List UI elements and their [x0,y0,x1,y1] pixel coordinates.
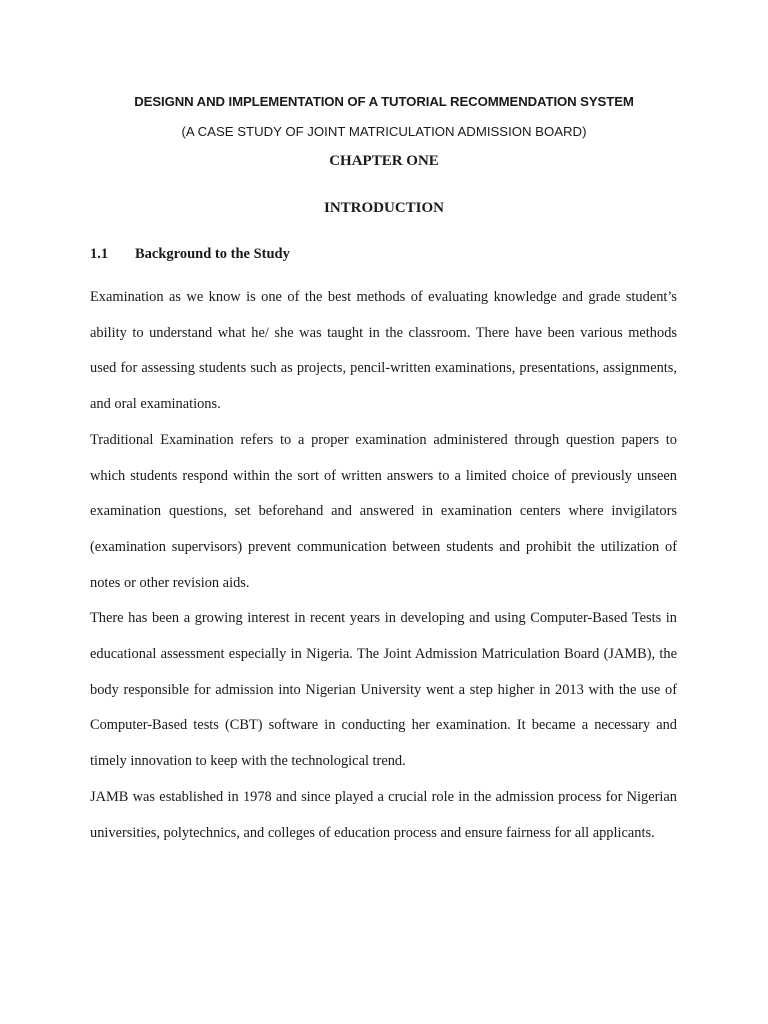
section-title: Background to the Study [135,246,290,262]
section-number: 1.1 [90,246,109,262]
section-heading [90,245,290,263]
paragraph: There has been a growing interest in recent years in developing and using Computer-Based Tests in educational assessment especially in Nigeria. The Joint Admission Matriculation Board (JAMB), the body responsible for admission into Nigerian University went a step higher in 2013 with the use of Computer-Based tests (CBT) software in conducting her examination. It became a necessary and timely innovation to keep with the technological trend. [90,610,677,770]
introduction-heading: INTRODUCTION [323,200,444,216]
document-subtitle: (A CASE STUDY OF JOINT MATRICULATION ADMISSION BOARD) [181,124,587,139]
body-text [90,280,677,851]
paragraph: Traditional Examination refers to a proper examination administered through question papers to which students respond within the sort of written answers to a limited choice of previously unseen examination questions, set beforehand and answered in examination centers where invigilators (examination supervisors) prevent communication between students and prohibit the utilization of notes or other revision aids. [90,431,677,591]
paragraph: Examination as we know is one of the best methods of evaluating knowledge and grade student’s ability to understand what he/ she was taught in the classroom. There have been various methods used for assessing students such as projects, pencil-written examinations, presentations, assignments, and oral examinations. [90,289,677,413]
document-title: DESIGNN AND IMPLEMENTATION OF A TUTORIAL RECOMMENDATION SYSTEM [134,94,634,109]
paragraph: JAMB was established in 1978 and since played a crucial role in the admission process for Nigerian universities, polytechnics, and colleges of education process and ensure fairness for all applicants. [90,788,677,841]
chapter-heading: CHAPTER ONE [329,153,439,169]
